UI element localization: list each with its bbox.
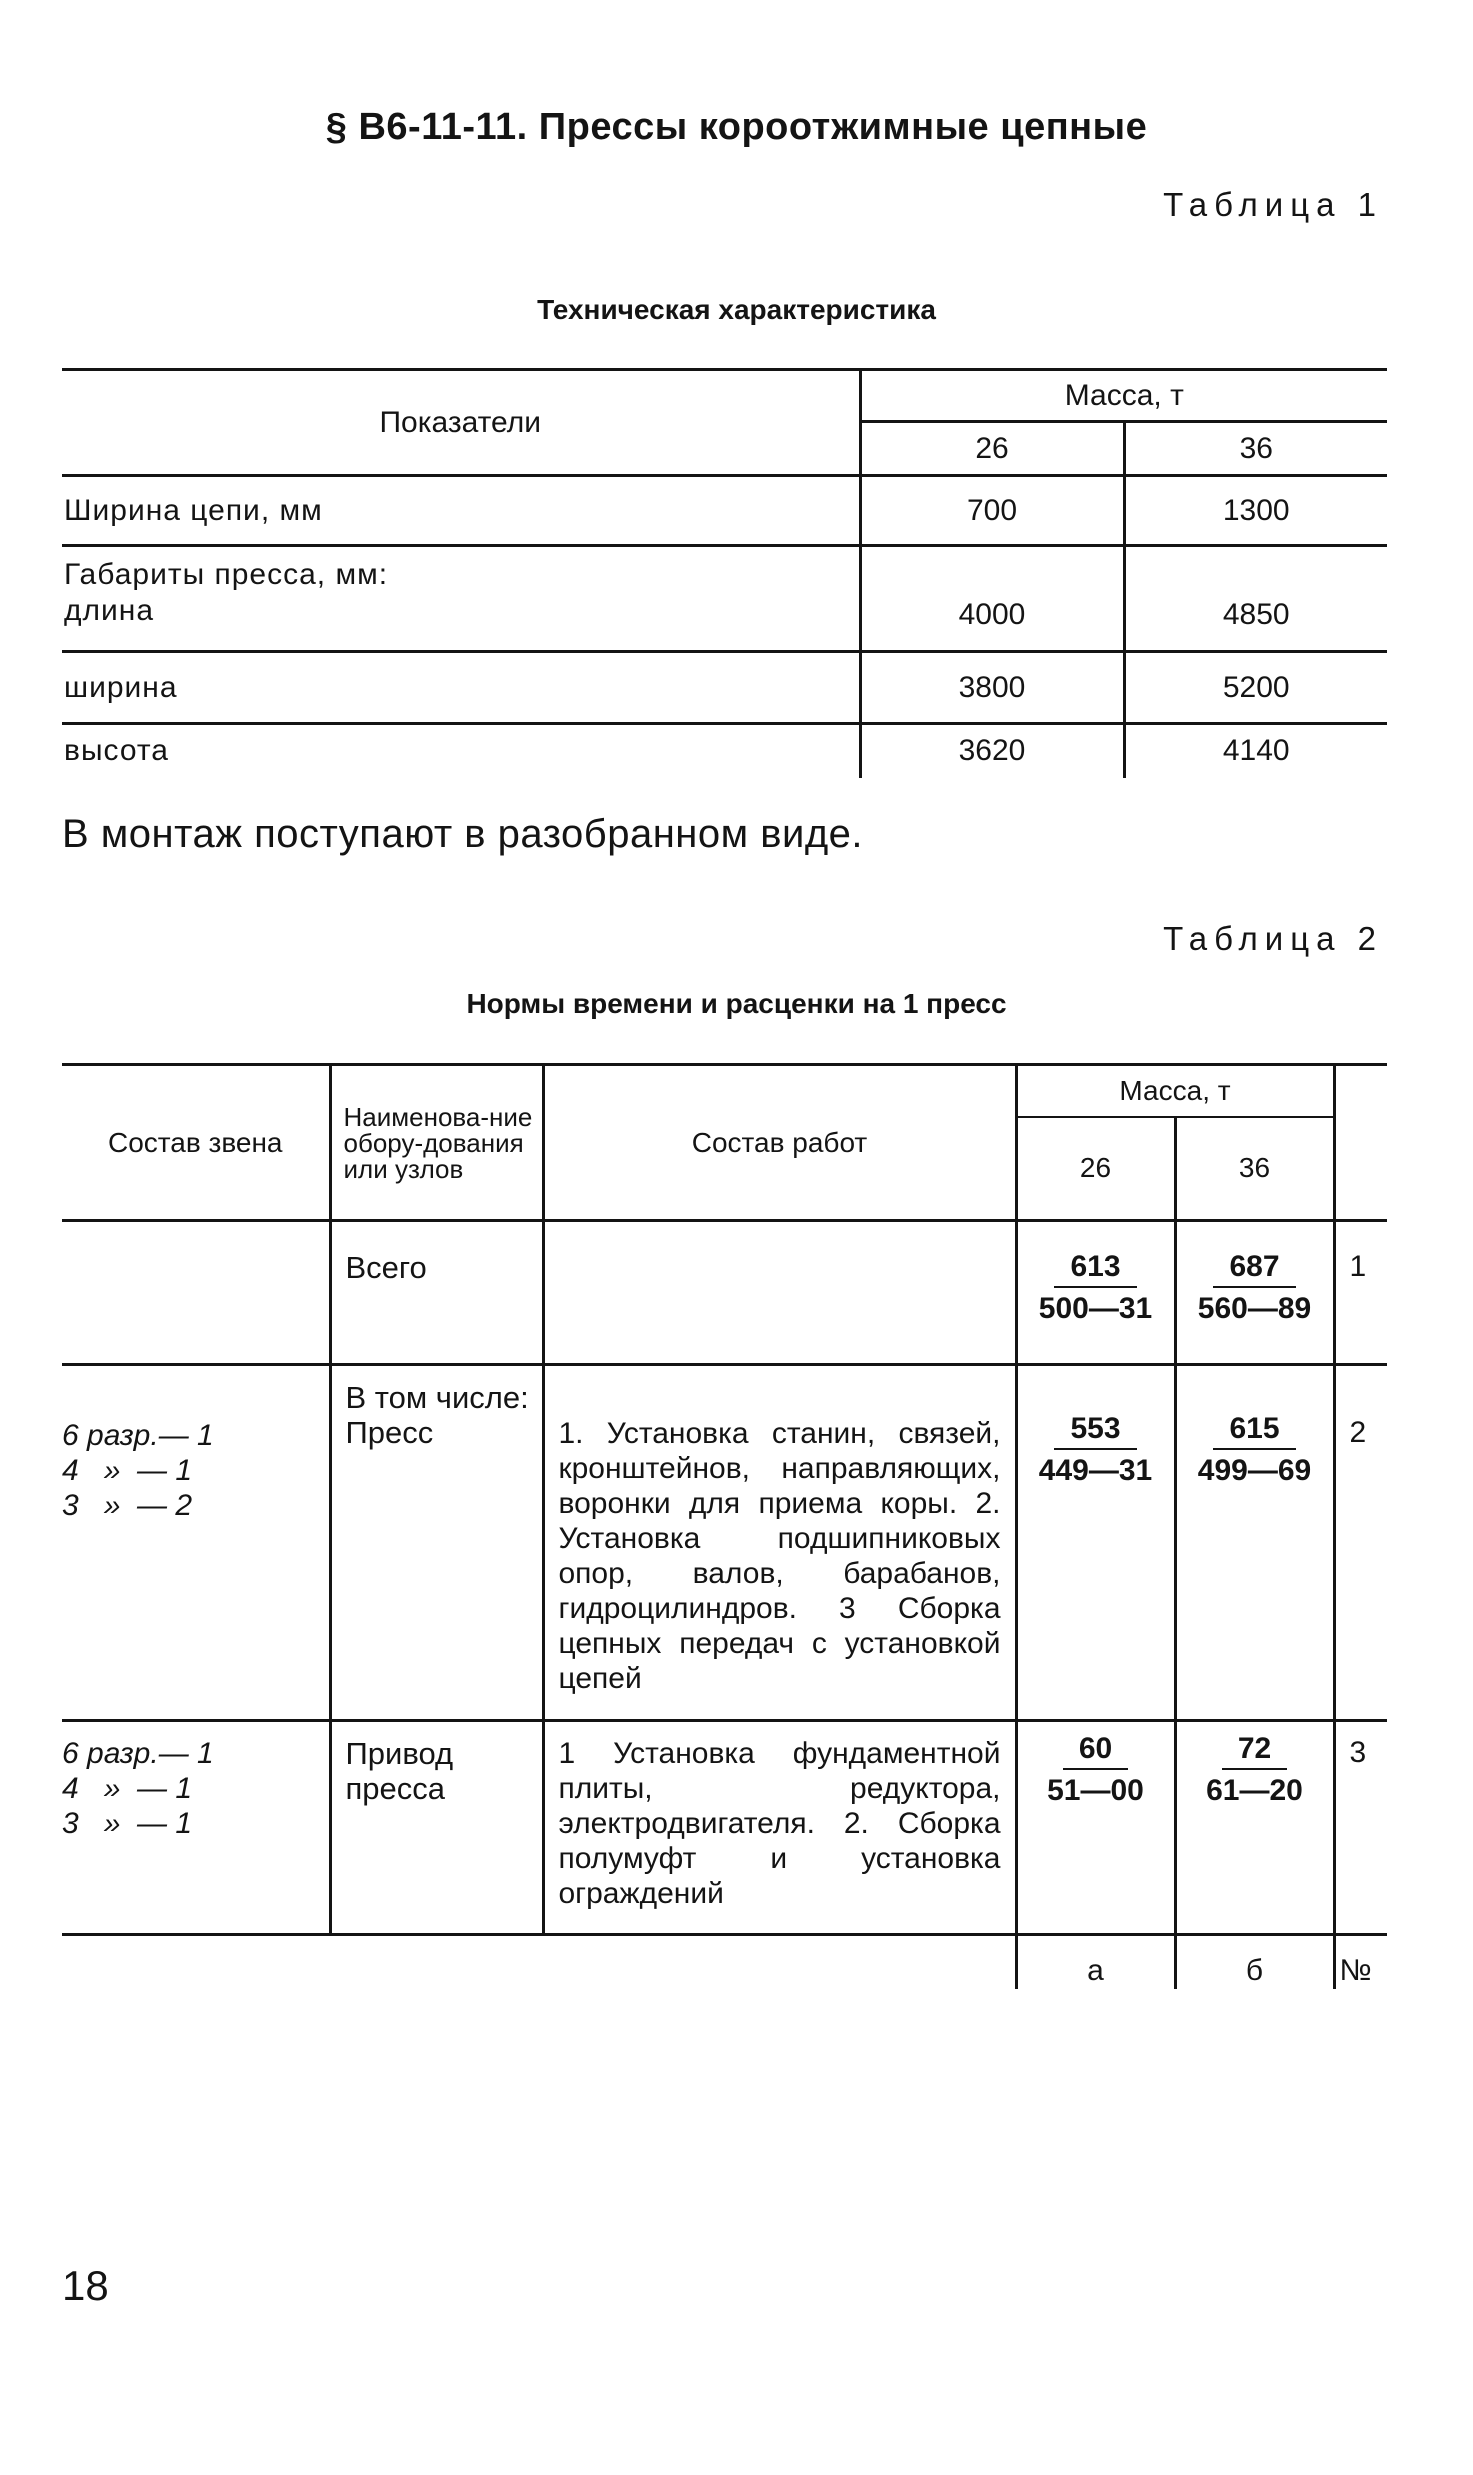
time-norm: 687	[1213, 1250, 1295, 1288]
time-norm: 613	[1054, 1250, 1136, 1288]
rate: 560—89	[1197, 1292, 1312, 1325]
value-36	[1175, 1221, 1334, 1365]
technical-specs-table	[62, 368, 1387, 778]
section-heading: § В6-11-11. Прессы короотжимные цепные	[325, 106, 1148, 148]
value-36: 5200	[1124, 652, 1387, 724]
row-label: ширина	[62, 652, 860, 724]
time-norm: 615	[1213, 1412, 1295, 1450]
time-norm: 72	[1222, 1732, 1287, 1770]
table-footer-row	[62, 1935, 1387, 1989]
value-26: 3800	[860, 652, 1124, 724]
value-36: 4850	[1124, 546, 1387, 652]
header-equipment: Наименова-ние обору-дования или узлов	[330, 1065, 543, 1221]
rate: 449—31	[1038, 1454, 1153, 1487]
works-cell	[543, 1221, 1016, 1365]
rate: 51—00	[1047, 1774, 1144, 1807]
header-crew: Состав звена	[62, 1065, 330, 1221]
value-26	[1016, 1365, 1175, 1721]
header-mass-36: 36	[1175, 1117, 1334, 1221]
row-number: 3	[1334, 1721, 1387, 1935]
value-26	[1016, 1221, 1175, 1365]
time-norm: 60	[1063, 1732, 1128, 1770]
assembly-note: В монтаж поступают в разобранном виде.	[62, 812, 864, 856]
time-norm: 553	[1054, 1412, 1136, 1450]
header-mass-26: 26	[860, 422, 1124, 476]
rate: 500—31	[1038, 1292, 1153, 1325]
table-row	[62, 1365, 1387, 1721]
row-label-line1: Габариты пресса, мм:	[64, 558, 389, 591]
equipment-prefix: В том числе:	[345, 1380, 529, 1415]
equipment-name: Пресс	[345, 1415, 434, 1450]
value-36	[1175, 1721, 1334, 1935]
table2-title: Нормы времени и расценки на 1 пресс	[466, 988, 1007, 1019]
row-label-line2: длина	[64, 594, 155, 627]
page-number: 18	[62, 2262, 109, 2309]
rate: 499—69	[1197, 1454, 1312, 1487]
footer-col-b: б	[1175, 1935, 1334, 1989]
footer-col-number: №	[1339, 1954, 1372, 1987]
crew-cell	[62, 1221, 330, 1365]
header-mass: Масса, т	[1016, 1065, 1334, 1117]
value-36: 1300	[1124, 476, 1387, 546]
table-row	[62, 546, 1387, 652]
header-number-blank	[1334, 1065, 1387, 1221]
equipment-cell: Привод пресса	[330, 1721, 543, 1935]
works-cell: 1 Установка фундаментной плиты, редуктора, электродвигателя. 2. Сборка полумуфт и установка ограждений	[543, 1721, 1016, 1935]
row-label: высота	[62, 724, 860, 778]
equipment-cell	[330, 1365, 543, 1721]
value-26: 700	[860, 476, 1124, 546]
header-indicators: Показатели	[62, 370, 860, 476]
value-26: 3620	[860, 724, 1124, 778]
row-number: 2	[1334, 1365, 1387, 1721]
table2-label: Таблица 2	[1163, 920, 1383, 957]
row-label: Ширина цепи, мм	[62, 476, 860, 546]
value-36: 4140	[1222, 734, 1290, 768]
value-26	[1016, 1721, 1175, 1935]
header-mass: Масса, т	[860, 370, 1387, 422]
crew-cell: 6 разр.— 1 4 » — 1 3 » — 2	[62, 1365, 330, 1721]
footer-col-a: а	[1016, 1935, 1175, 1989]
row-label	[62, 546, 860, 652]
equipment-cell: Всего	[330, 1221, 543, 1365]
row-number: 1	[1334, 1221, 1387, 1365]
header-mass-26: 26	[1016, 1117, 1175, 1221]
header-works: Состав работ	[543, 1065, 1016, 1221]
works-cell: 1. Установка станин, связей, кронштейнов, направляющих, воронки для приема коры. 2. Установка подшипниковых опор, валов, барабанов, гидроцилиндров. 3 Сборка цепных передач с установкой цепей	[543, 1365, 1016, 1721]
table1-label: Таблица 1	[1163, 186, 1383, 223]
table-row	[62, 1721, 1387, 1935]
table1-title: Техническая характеристика	[537, 294, 936, 325]
header-mass-36: 36	[1124, 422, 1387, 476]
value-36	[1175, 1365, 1334, 1721]
time-norms-table	[62, 1063, 1387, 1989]
table-row	[62, 1221, 1387, 1365]
table-row	[62, 476, 1387, 546]
table-row	[62, 724, 1387, 778]
table-row	[62, 652, 1387, 724]
rate: 61—20	[1206, 1774, 1303, 1807]
value-26: 4000	[860, 546, 1124, 652]
crew-cell: 6 разр.— 1 4 » — 1 3 » — 1	[62, 1721, 330, 1935]
